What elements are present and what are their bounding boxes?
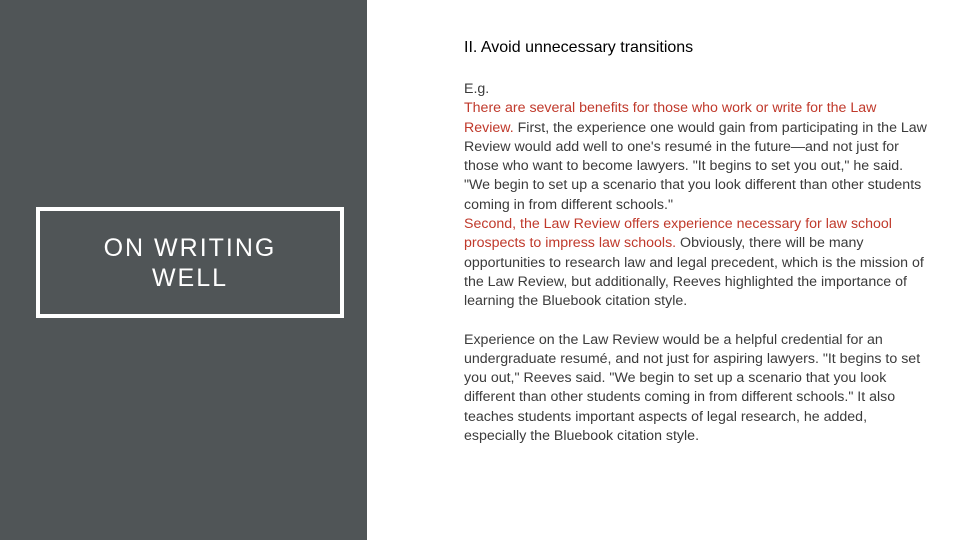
slide-title: ON WRITING WELL [103, 233, 277, 292]
revision-paragraph: Experience on the Law Review would be a helpful credential for an undergraduate resumé, and not just for aspiring lawyers. "It begins to set you out," Reeves said. "We begin to set up a scenario that you look different than other students coming in from different schools." It also teaches students important aspects of legal research, he added, especially the Bluebook citation style. [464, 331, 921, 445]
highlighted-sentence-1: There are several benefits for those who work or write for the Law Review. [464, 100, 877, 136]
section-heading: II. Avoid unnecessary transitions [464, 39, 694, 56]
example-text-2: Obviously, there will be many opportunities to research law and legal precedent, which is the mission of the Law Review, but additionally, Reeves highlighted the importance of learning the Bluebook citation style. [464, 235, 924, 310]
left-panel [0, 0, 367, 540]
example-paragraph [464, 80, 929, 312]
example-text-1: First, the experience one would gain from participating in the Law Review would add well to one's resumé in the future—and not just for those who want to become lawyers. "It begins to set you out," he said. "We begin to set up a scenario that you look different than other students coming in from different schools." [464, 119, 927, 213]
example-label: E.g. [464, 81, 490, 97]
highlighted-sentence-2: Second, the Law Review offers experience necessary for law school prospects to impress law schools. [464, 216, 892, 252]
title-box [36, 207, 344, 318]
content-panel [464, 38, 929, 446]
